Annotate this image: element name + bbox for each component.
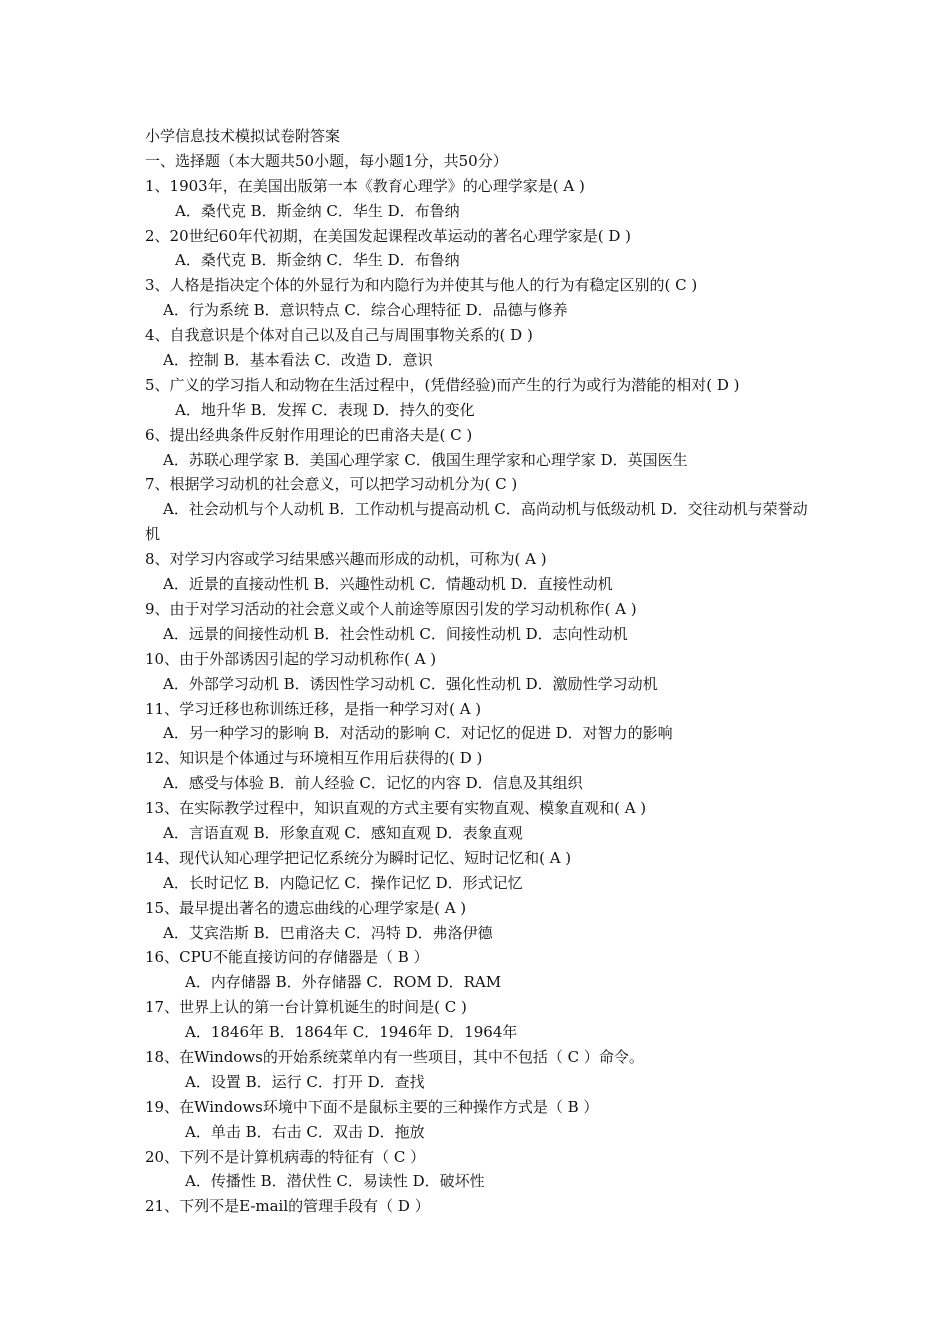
question-18-options: A．设置 B．运行 C．打开 D．查找 bbox=[185, 1072, 425, 1091]
question-3-options: A．行为系统 B．意识特点 C．综合心理特征 D．品德与修养 bbox=[163, 301, 568, 320]
question-4-options: A．控制 B．基本看法 C．改造 D．意识 bbox=[163, 351, 433, 370]
question-11-options: A．另一种学习的影响 B．对活动的影响 C．对记忆的促进 D．对智力的影响 bbox=[163, 724, 673, 743]
question-6-options: A．苏联心理学家 B．美国心理学家 C．俄国生理学家和心理学家 D．英国医生 bbox=[163, 450, 688, 469]
question-14: 14、现代认知心理学把记忆系统分为瞬时记忆、短时记忆和( A ) bbox=[145, 848, 572, 867]
question-5: 5、广义的学习指人和动物在生活过程中，(凭借经验)而产生的行为或行为潜能的相对( D ) bbox=[145, 375, 740, 394]
question-8: 8、对学习内容或学习结果感兴趣而形成的动机，可称为( A ) bbox=[145, 550, 547, 569]
question-10-options: A．外部学习动机 B．诱因性学习动机 C．强化性动机 D．激励性学习动机 bbox=[163, 674, 658, 693]
section-heading: 一、选择题（本大题共50小题，每小题1分，共50分） bbox=[145, 151, 508, 170]
question-4: 4、自我意识是个体对自己以及自己与周围事物关系的( D ) bbox=[145, 326, 533, 345]
question-15-options: A．艾宾浩斯 B．巴甫洛夫 C．冯特 D．弗洛伊德 bbox=[163, 923, 493, 942]
question-11: 11、学习迁移也称训练迁移，是指一种学习对( A ) bbox=[145, 699, 482, 718]
question-20: 20、下列不是计算机病毒的特征有（ C ） bbox=[145, 1147, 426, 1166]
question-1-options: A．桑代克 B．斯金纳 C．华生 D．布鲁纳 bbox=[175, 201, 460, 220]
question-18: 18、在Windows的开始系统菜单内有一些项目，其中不包括（ C ）命令。 bbox=[145, 1047, 644, 1066]
question-7-options bbox=[145, 497, 810, 547]
question-16-options: A．内存储器 B．外存储器 C．ROM D．RAM bbox=[185, 973, 502, 992]
question-9-options: A．远景的间接性动机 B．社会性动机 C．间接性动机 D．志向性动机 bbox=[163, 624, 628, 643]
question-12-options: A．感受与体验 B．前人经验 C．记忆的内容 D．信息及其组织 bbox=[163, 774, 583, 793]
question-13-options: A．言语直观 B．形象直观 C．感知直观 D．表象直观 bbox=[163, 823, 523, 842]
question-5-options: A．地升华 B．发挥 C．表现 D．持久的变化 bbox=[175, 400, 475, 419]
question-1: 1、1903年，在美国出版第一本《教育心理学》的心理学家是( A ) bbox=[145, 176, 585, 195]
question-12: 12、知识是个体通过与环境相互作用后获得的( D ) bbox=[145, 749, 483, 768]
question-13: 13、在实际教学过程中，知识直观的方式主要有实物直观、模象直观和( A ) bbox=[145, 799, 647, 818]
question-16: 16、CPU不能直接访问的存储器是（ B ） bbox=[145, 948, 429, 967]
question-7-options-text: A．社会动机与个人动机 B．工作动机与提高动机 C．高尚动机与低级动机 D．交往动机与荣誉动机 bbox=[145, 500, 808, 544]
question-6: 6、提出经典条件反射作用理论的巴甫洛夫是( C ) bbox=[145, 425, 473, 444]
question-19: 19、在Windows环境中下面不是鼠标主要的三种操作方式是（ B ） bbox=[145, 1097, 599, 1116]
question-8-options: A．近景的直接动性机 B．兴趣性动机 C．情趣动机 D．直接性动机 bbox=[163, 575, 613, 594]
exam-title: 小学信息技术模拟试卷附答案 bbox=[145, 127, 341, 145]
question-10: 10、由于外部诱因引起的学习动机称作( A ) bbox=[145, 649, 437, 668]
question-17-options: A．1846年 B．1864年 C．1946年 D．1964年 bbox=[185, 1023, 518, 1042]
question-2: 2、20世纪60年代初期，在美国发起课程改革运动的著名心理学家是( D ) bbox=[145, 226, 631, 245]
question-20-options: A．传播性 B．潜伏性 C．易读性 D．破坏性 bbox=[185, 1172, 485, 1191]
question-14-options: A．长时记忆 B．内隐记忆 C．操作记忆 D．形式记忆 bbox=[163, 873, 523, 892]
question-19-options: A．单击 B．右击 C．双击 D．拖放 bbox=[185, 1122, 425, 1141]
question-3: 3、人格是指决定个体的外显行为和内隐行为并使其与他人的行为有稳定区别的( C ) bbox=[145, 276, 698, 295]
exam-content bbox=[145, 124, 815, 1219]
question-21: 21、下列不是E-mail的管理手段有（ D ） bbox=[145, 1197, 430, 1216]
question-9: 9、由于对学习活动的社会意义或个人前途等原因引发的学习动机称作( A ) bbox=[145, 599, 637, 618]
question-2-options: A．桑代克 B．斯金纳 C．华生 D．布鲁纳 bbox=[175, 251, 460, 270]
question-15: 15、最早提出著名的遗忘曲线的心理学家是( A ) bbox=[145, 898, 467, 917]
question-7: 7、根据学习动机的社会意义，可以把学习动机分为( C ) bbox=[145, 475, 518, 494]
question-17: 17、世界上认的第一台计算机诞生的时间是( C ) bbox=[145, 998, 467, 1017]
